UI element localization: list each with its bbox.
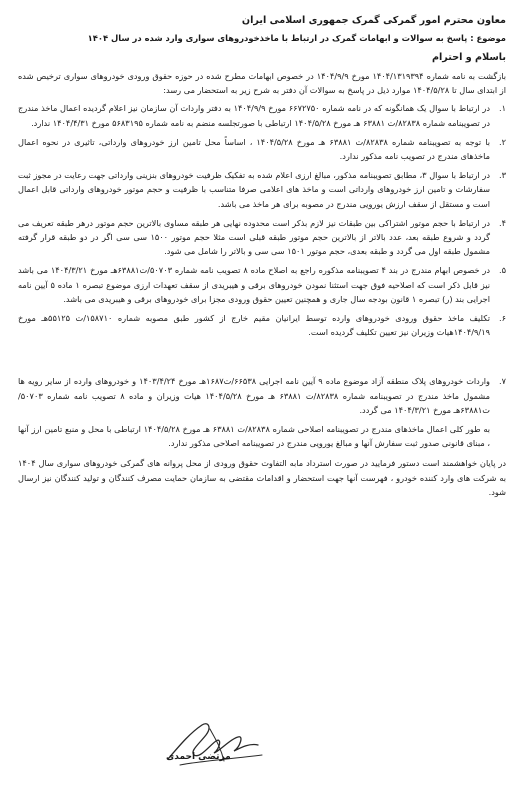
item-text: در خصوص ابهام مندرج در بند ۴ تصویبنامه مذکوره راجع به اصلاح ماده ۸ تصویب نامه شماره ۵۰۷۰۳/ت۶۳۸۸۱هـ مورخ ۱۴۰۴/۳/۲۱ می باشد نیز قابل ذکر است که اصلاحیه فوق جهت استثنا نمودن خودروهای برقی و هیبریدی از سقف تعهدات ارزی موضوع تبصره ۱ ماده ۵ آیین نامه اجرایی بند (ر) تبصره ۱ قانون بودجه سال جاری و همچنین تعیین حقوق ورودی مجزا برای خودروهای برقی و هیبریدی می باشد.: [18, 265, 491, 304]
list-item: [18, 216, 506, 259]
list-item: [18, 263, 506, 306]
letter-addressee: معاون محترم امور گمرکی گمرک جمهوری اسلامی ایران: [241, 15, 506, 26]
item-number: ۲.: [498, 136, 506, 147]
list-item: [18, 311, 506, 339]
item-number: ۶.: [498, 313, 506, 324]
item-text: با توجه به تصویبنامه شماره ۸۲۸۳۸/ت ۶۳۸۸۱ هـ مورخ ۱۴۰۴/۵/۲۸ ، اساساً محل تامین ارز خودروهای وارداتی، تاثیری در نحوه اعمال ماخذهای مندرج در تصویب نامه مذکور ندارد.: [18, 136, 490, 162]
item-text: واردات خودروهای پلاک منطقه آزاد موضوع ماده ۹ آیین نامه اجرایی ۶۶۵۳۸/ت۱۶۸۷هـ مورخ ۱۴۰۳/۴/۲۴ و خودروهای وارده از سایر رویه ها مشمول ماخذ مندرج در تصویبنامه شماره ۸۲۸۳۸/ت ۶۳۸۸۱ هـ مورخ ۱۴۰۴/۵/۲۸ هیات وزیران و ماده ۸ تصویب نامه شماره ۵۰۷۰۳/ت۶۳۸۸۱هـ مورخ ۱۴۰۴/۳/۲۱ می گردد.: [18, 376, 491, 415]
numbered-items: [18, 101, 506, 339]
list-item: [18, 168, 506, 211]
handwritten-signature-icon: [150, 715, 280, 777]
list-item: [18, 135, 506, 163]
letter-intro: بازگشت به نامه شماره ۱۴۰۴/۱۳۱۹۳۹۴ مورخ ۱۴۰۴/۹/۹ در خصوص ابهامات مطرح شده در حوزه حقوق ورودی خودروهای سواری ترخیص شده از ابتدای سال تا ۱۴۰۴/۵/۲۸ موارد ذیل در پاسخ به سوالات آن دفتر به شرح زیر به استحضار می رسد:: [18, 71, 507, 96]
item-number: ۳.: [498, 170, 506, 181]
letter-subject: موضوع : پاسخ به سوالات و ابهامات گمرک در ارتباط با ماخذخودروهای سواری وارد شده در سال ۱۴۰۴: [87, 33, 506, 43]
item-number: ۱.: [498, 103, 506, 114]
item-number: ۵.: [498, 265, 506, 276]
item-text: در ارتباط با سوال ۳، مطابق تصویبنامه مذکور، مبالغ ارزی اعلام شده به تفکیک ظرفیت خودروهای بنزینی وارداتی جهت رعایت در مجوز ثبت سفارشات و تامین ارز خودروهای وارداتی است و ماخذ های اعلامی صرفا متناسب با ظرفیت و حجم موتور خودروهای وارداتی قابل اعمال است و مستقل از سقف ارزش یورویی مندرج در مصوبه برای هر ماخذ می باشد.: [18, 170, 490, 209]
signature: [150, 715, 280, 777]
list-item: [18, 374, 506, 417]
signer-name: مرتضی احمدی: [166, 752, 231, 762]
item-text: در ارتباط با سوال یک همانگونه که در نامه شماره ۶۶۷۲۷۵۰ مورخ ۱۴۰۴/۹/۹ به دفتر واردات آن سازمان نیز اعلام گردیده اعمال ماخذ مندرج در تصویبنامه شماره ۸۲۸۳۸/ت ۶۳۸۸۱ هـ مورخ ۱۴۰۴/۵/۲۸ ارتباطی با صورتجلسه منضم به نامه شماره ۵۶۸۳۱۹۵ مورخ ۱۴۰۴/۴/۳۱ ندارد.: [18, 103, 491, 128]
letter-greeting: باسلام و احترام: [431, 52, 506, 63]
item-text: در ارتباط با حجم موتور اشتراکی بین طبقات نیز لازم بذکر است محدوده نهایی هر طبقه مساوی بالاترین حجم موتور درهر طبقه تعریف می گردد و شروع طبقه بعد، عدد بالاتر از بالاترین حجم موتور طبقه قبلی است مثلا حجم موتور ۱۵۰۰ سی سی اگر در دو طبقه قرار گرفته مشمول طبقه اول می گردد و طبقه بعدی، حجم موتور ۱۵۰۱ سی سی و بالاتر را شامل می شود.: [18, 217, 490, 257]
summary-paragraph: به طور کلی اعمال ماخذهای مندرج در تصویبنامه اصلاحی شماره ۸۲۸۳۸/ت ۶۳۸۸۱ هـ مورخ ۱۴۰۴/۵/۲۸ ارتباطی با محل و منبع تامین ارز آنها ، مبنای قانونی صدور ثبت سفارش آنها و مبالغ یورویی مندرج در تصویبنامه اصلاحی مذکور ندارد.: [18, 424, 490, 449]
item-text: تکلیف ماخذ حقوق ورودی خودروهای وارده توسط ایرانیان مقیم خارج از کشور طبق مصوبه شماره ۱۵۸۷۱۰/ت ۵۵۱۲۵هـ مورخ ۱۴۰۴/۹/۱۹هیات وزیران نیز تعیین تکلیف گردیده است.: [18, 313, 490, 338]
item-number: ۴.: [498, 217, 506, 228]
closing-paragraph: در پایان خواهشمند است دستور فرمایید در صورت استرداد مابه التفاوت حقوق ورودی از محل پروانه های گمرکی خودروهای سواری سال ۱۴۰۴ به شرکت های وارد کننده خودرو ، فهرست آنها جهت استحضار و اقدامات مقتضی به سازمان حمایت مصرف کنندگان و تولید کنندگان نیز ارسال شود.: [18, 458, 506, 497]
paragraph-gap: [18, 344, 506, 374]
item-number: ۷.: [498, 376, 506, 387]
list-item: [18, 101, 506, 129]
